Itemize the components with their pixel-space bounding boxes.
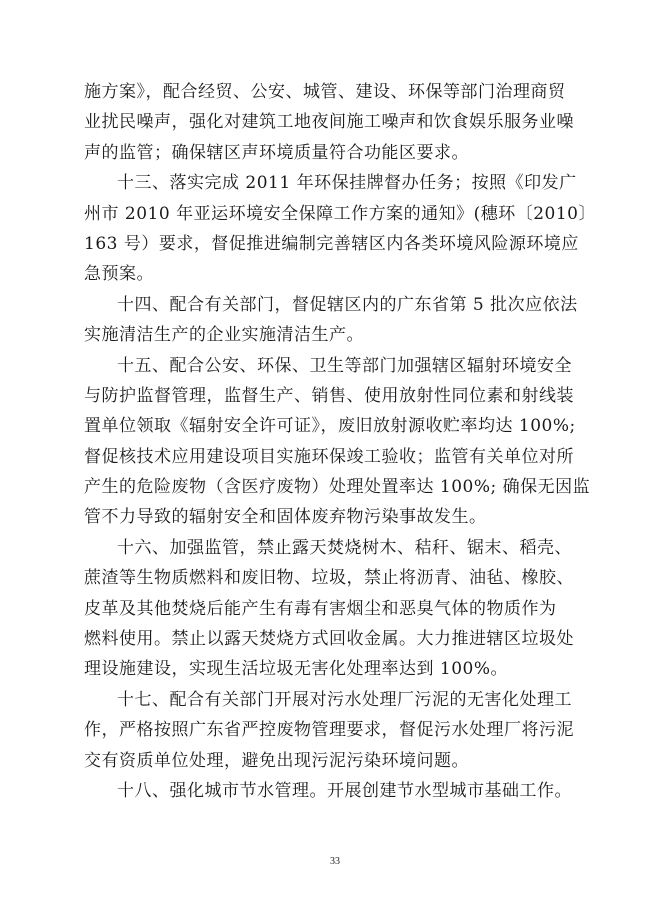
paragraph-item-13: [84, 168, 596, 290]
text-line: 十七、配合有关部门开展对污水处理厂污泥的无害化处理工: [117, 689, 572, 710]
text-line: 作，严格按照广东省严控废物管理要求，督促污水处理厂将污泥: [84, 720, 574, 741]
text-line: 交有资质单位处理，避免出现污泥污染环境问题。: [84, 750, 469, 771]
text-line: 业扰民噪声，强化对建筑工地夜间施工噪声和饮食娱乐服务业噪: [84, 112, 574, 133]
text-line: 产生的危险废物（含医疗废物）处理处置率达 100%; 确保无因监: [84, 477, 591, 498]
paragraph-item-15: [84, 351, 591, 533]
text-line: 理设施建设，实现生活垃圾无害化处理率达到 100%。: [84, 659, 509, 680]
text-line: 管不力导致的辐射安全和固体废弃物污染事故发生。: [84, 507, 487, 528]
text-line: 十四、配合有关部门，督促辖区内的广东省第 5 批次应依法: [117, 294, 578, 315]
text-line: 声的监管；确保辖区声环境质量符合功能区要求。: [84, 142, 469, 163]
text-line: 十三、落实完成 2011 年环保挂牌督办任务；按照《印发广: [117, 173, 577, 194]
text-line: 燃料使用。禁止以露天焚烧方式回收金属。大力推进辖区垃圾处: [84, 629, 574, 650]
text-line: 州市 2010 年亚运环境安全保障工作方案的通知》(穗环〔2010〕: [84, 203, 596, 224]
text-line: 十八、强化城市节水管理。开展创建节水型城市基础工作。: [117, 780, 572, 801]
paragraph-item-14: [84, 290, 578, 351]
text-line: 十五、配合公安、环保、卫生等部门加强辖区辐射环境安全: [117, 355, 572, 376]
body-text: [84, 77, 596, 806]
text-line: 十六、加强监管，禁止露天焚烧树木、秸秆、锯末、稻壳、: [117, 537, 572, 558]
paragraph-item-18: [84, 776, 572, 806]
text-line: 督促核技术应用建设项目实施环保竣工验收；监管有关单位对所: [84, 446, 574, 467]
text-line: 与防护监督管理，监督生产、销售、使用放射性同位素和射线装: [84, 385, 574, 406]
text-line: 置单位领取《辐射安全许可证》，废旧放射源收贮率均达 100%;: [84, 416, 576, 437]
paragraph-item-17: [84, 685, 574, 776]
text-line: 蔗渣等生物质燃料和废旧物、垃圾，禁止将沥青、油毡、橡胶、: [84, 568, 574, 589]
text-line: 施方案》，配合经贸、公安、城管、建设、环保等部门治理商贸: [84, 82, 566, 102]
text-line: 163 号）要求，督促推进编制完善辖区内各类环境风险源环境应: [84, 233, 579, 254]
text-line: 皮革及其他焚烧后能产生有毒有害烟尘和恶臭气体的物质作为: [84, 598, 557, 619]
paragraph-continuation: [84, 77, 574, 168]
paragraph-item-16: [84, 533, 574, 685]
text-line: 急预案。: [84, 264, 154, 285]
page-number: 33: [330, 856, 340, 867]
text-line: 实施清洁生产的企业实施清洁生产。: [84, 325, 364, 346]
